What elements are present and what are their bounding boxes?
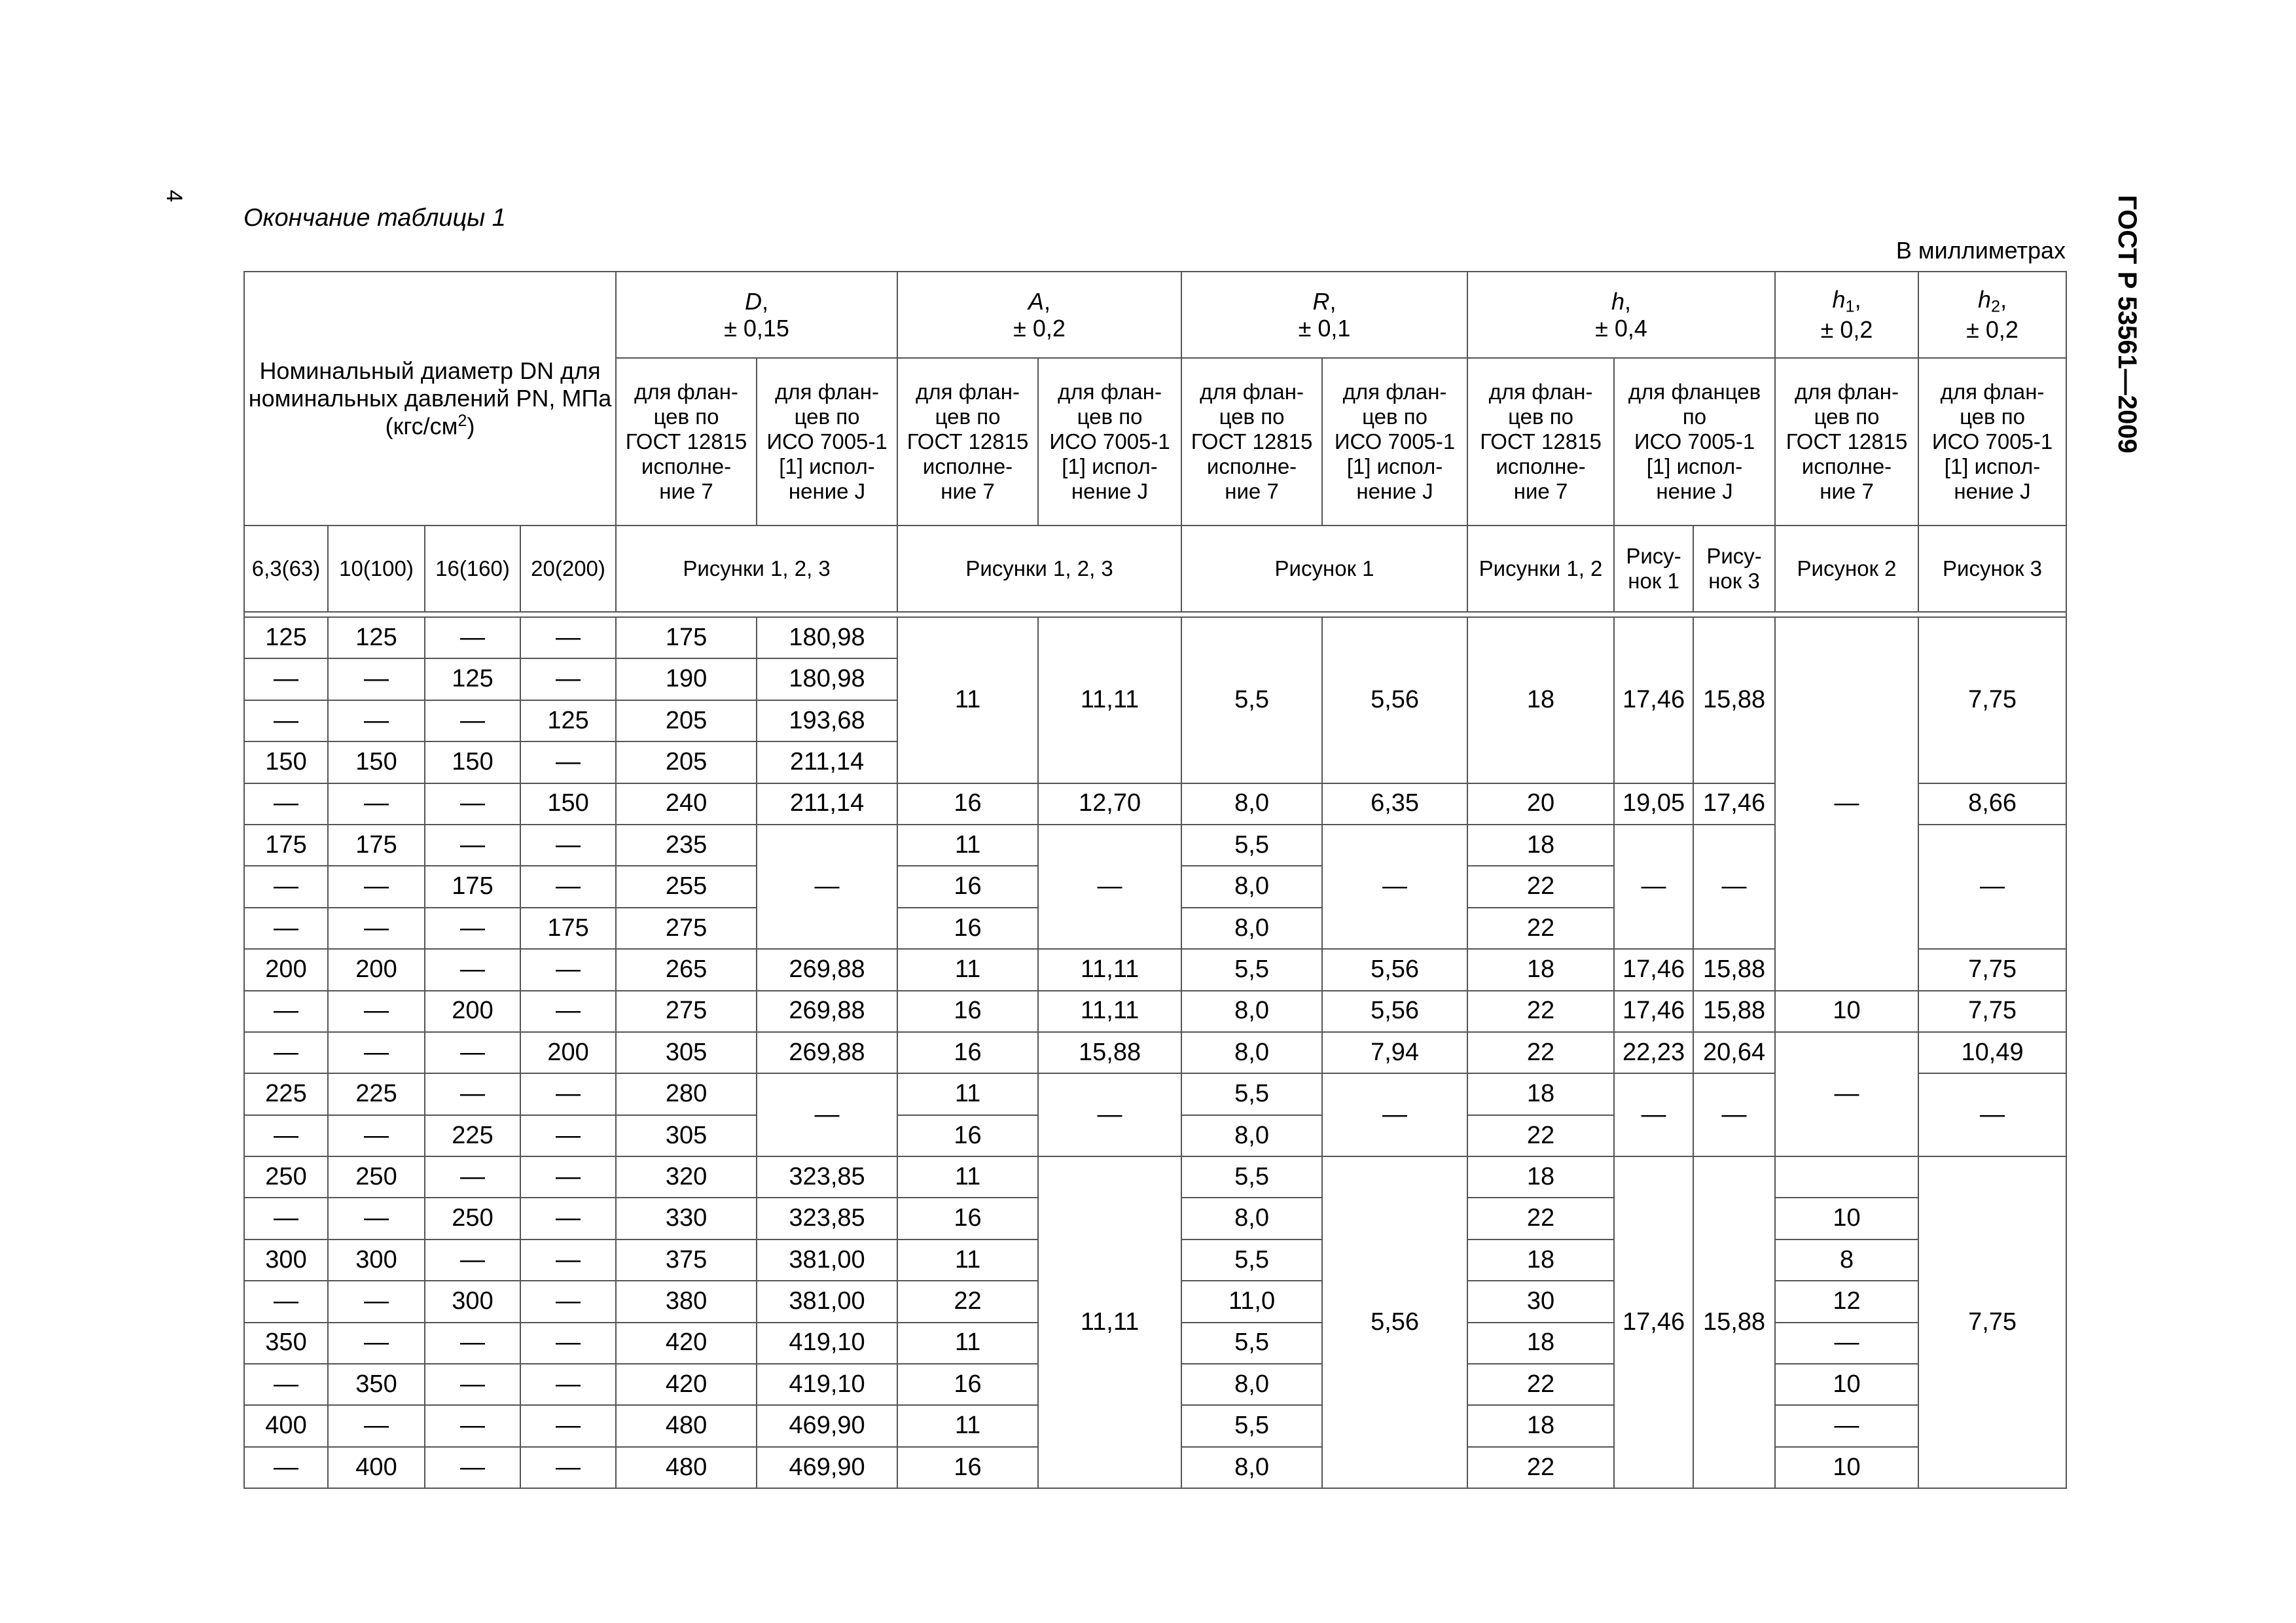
table-row bbox=[244, 617, 2066, 658]
h2-cell: 7,75 bbox=[1918, 617, 2066, 783]
r-gost-cell: 5,5 bbox=[1181, 1405, 1322, 1446]
h-iso-1-cell: — bbox=[1614, 825, 1693, 949]
dn-cell: 300 bbox=[425, 1281, 520, 1322]
figure-ref-r: Рисунок 1 bbox=[1181, 526, 1467, 612]
a-gost-cell: 11 bbox=[897, 1323, 1038, 1364]
dn-cell: 175 bbox=[520, 908, 616, 949]
dn-cell: — bbox=[244, 783, 328, 825]
h-iso-3-cell: 15,88 bbox=[1693, 1156, 1775, 1488]
a-gost-cell: 16 bbox=[897, 1198, 1038, 1239]
d-iso-cell: — bbox=[757, 1073, 897, 1156]
figure-ref-h-iso-3: Рису- нок 3 bbox=[1693, 526, 1775, 612]
dn-cell: — bbox=[520, 1323, 616, 1364]
h-gost-cell: 20 bbox=[1467, 783, 1614, 825]
d-gost-cell: 275 bbox=[616, 908, 757, 949]
a-gost-cell: 16 bbox=[897, 866, 1038, 907]
a-iso-cell: 11,11 bbox=[1038, 949, 1181, 990]
dn-cell: — bbox=[328, 783, 425, 825]
a-gost-cell: 22 bbox=[897, 1281, 1038, 1322]
dn-cell: — bbox=[244, 1115, 328, 1156]
h1-cell: 10 bbox=[1775, 991, 1918, 1032]
pressure-header: 20(200) bbox=[520, 526, 616, 612]
dn-cell: — bbox=[520, 1073, 616, 1115]
units-note: В миллиметрах bbox=[1895, 237, 2066, 264]
sub-header-h1-gost: для флан- цев по ГОСТ 12815 исполне- ние 7 bbox=[1775, 358, 1918, 526]
h-gost-cell: 18 bbox=[1467, 949, 1614, 990]
dn-cell: 150 bbox=[425, 741, 520, 783]
table-row bbox=[244, 1032, 2066, 1073]
h-gost-cell: 18 bbox=[1467, 1073, 1614, 1115]
h-iso-3-cell: 15,88 bbox=[1693, 949, 1775, 990]
dn-cell: — bbox=[425, 1032, 520, 1073]
dn-cell: — bbox=[425, 1073, 520, 1115]
sub-header-h-iso: для фланцев по ИСО 7005-1 [1] испол- нение J bbox=[1614, 358, 1775, 526]
a-gost-cell: 16 bbox=[897, 1447, 1038, 1488]
dn-cell: 200 bbox=[328, 949, 425, 990]
d-gost-cell: 280 bbox=[616, 1073, 757, 1115]
h1-cell: 10 bbox=[1775, 1198, 1918, 1239]
r-gost-cell: 8,0 bbox=[1181, 1115, 1322, 1156]
r-gost-cell: 5,5 bbox=[1181, 1240, 1322, 1281]
dn-cell: 200 bbox=[520, 1032, 616, 1073]
h-gost-cell: 22 bbox=[1467, 1032, 1614, 1073]
r-gost-cell: 5,5 bbox=[1181, 949, 1322, 990]
dn-cell: 125 bbox=[244, 617, 328, 658]
r-gost-cell: 5,5 bbox=[1181, 1156, 1322, 1198]
dn-cell: — bbox=[520, 617, 616, 658]
document-id: ГОСТ Р 53561—2009 bbox=[2113, 195, 2142, 454]
flange-dimensions-table bbox=[243, 271, 2067, 1489]
dn-cell: 225 bbox=[425, 1115, 520, 1156]
d-iso-cell: 323,85 bbox=[757, 1198, 897, 1239]
header-h1: $h_1$, ± 0,2 bbox=[1775, 272, 1918, 358]
dn-cell: — bbox=[520, 1281, 616, 1322]
dn-cell: 150 bbox=[328, 741, 425, 783]
dn-cell: — bbox=[244, 1364, 328, 1405]
d-gost-cell: 375 bbox=[616, 1240, 757, 1281]
d-gost-cell: 205 bbox=[616, 741, 757, 783]
h-gost-cell: 22 bbox=[1467, 908, 1614, 949]
h2-cell: 10,49 bbox=[1918, 1032, 2066, 1073]
figure-ref-a: Рисунки 1, 2, 3 bbox=[897, 526, 1181, 612]
r-gost-cell: 8,0 bbox=[1181, 991, 1322, 1032]
h-gost-cell: 18 bbox=[1467, 825, 1614, 866]
dn-cell: — bbox=[328, 1405, 425, 1446]
h-gost-cell: 22 bbox=[1467, 1447, 1614, 1488]
d-iso-cell: 381,00 bbox=[757, 1240, 897, 1281]
dn-cell: — bbox=[244, 1281, 328, 1322]
a-iso-cell: — bbox=[1038, 825, 1181, 949]
r-iso-cell: 5,56 bbox=[1322, 1156, 1467, 1488]
a-iso-cell: 15,88 bbox=[1038, 1032, 1181, 1073]
dn-cell: — bbox=[520, 658, 616, 700]
dn-cell: 250 bbox=[328, 1156, 425, 1198]
sub-header-d-gost: для флан- цев по ГОСТ 12815 исполне- ние 7 bbox=[616, 358, 757, 526]
r-iso-cell: 5,56 bbox=[1322, 991, 1467, 1032]
r-gost-cell: 8,0 bbox=[1181, 1447, 1322, 1488]
d-gost-cell: 205 bbox=[616, 700, 757, 741]
d-gost-cell: 420 bbox=[616, 1323, 757, 1364]
h-gost-cell: 22 bbox=[1467, 1198, 1614, 1239]
dn-cell: 200 bbox=[244, 949, 328, 990]
h-gost-cell: 22 bbox=[1467, 1115, 1614, 1156]
a-gost-cell: 11 bbox=[897, 1156, 1038, 1198]
d-iso-cell: 180,98 bbox=[757, 658, 897, 700]
figure-ref-h2: Рисунок 3 bbox=[1918, 526, 2066, 612]
h-gost-cell: 22 bbox=[1467, 1364, 1614, 1405]
d-gost-cell: 175 bbox=[616, 617, 757, 658]
table-caption: Окончание таблицы 1 bbox=[243, 204, 506, 232]
pressure-header: 16(160) bbox=[425, 526, 520, 612]
r-iso-cell: — bbox=[1322, 825, 1467, 949]
dn-cell: 350 bbox=[244, 1323, 328, 1364]
figure-ref-h1: Рисунок 2 bbox=[1775, 526, 1918, 612]
r-gost-cell: 8,0 bbox=[1181, 783, 1322, 825]
d-iso-cell: — bbox=[757, 825, 897, 949]
a-iso-cell: — bbox=[1038, 1073, 1181, 1156]
a-gost-cell: 11 bbox=[897, 825, 1038, 866]
h-gost-cell: 18 bbox=[1467, 1323, 1614, 1364]
dn-cell: 200 bbox=[425, 991, 520, 1032]
h1-cell bbox=[1775, 1156, 1918, 1198]
dn-cell: 400 bbox=[328, 1447, 425, 1488]
h2-cell: 7,75 bbox=[1918, 949, 2066, 990]
h-gost-cell: 30 bbox=[1467, 1281, 1614, 1322]
dn-cell: — bbox=[244, 908, 328, 949]
h-iso-1-cell: 17,46 bbox=[1614, 949, 1693, 990]
dn-cell: — bbox=[328, 1323, 425, 1364]
dn-cell: 400 bbox=[244, 1405, 328, 1446]
r-gost-cell: 5,5 bbox=[1181, 825, 1322, 866]
dn-cell: — bbox=[425, 825, 520, 866]
dn-cell: 175 bbox=[244, 825, 328, 866]
h-iso-3-cell: 15,88 bbox=[1693, 617, 1775, 783]
d-iso-cell: 211,14 bbox=[757, 741, 897, 783]
header-r: R, ± 0,1 bbox=[1181, 272, 1467, 358]
r-gost-cell: 8,0 bbox=[1181, 1198, 1322, 1239]
header-separator bbox=[244, 612, 2066, 617]
d-gost-cell: 420 bbox=[616, 1364, 757, 1405]
dn-cell: — bbox=[328, 908, 425, 949]
d-gost-cell: 305 bbox=[616, 1032, 757, 1073]
dn-cell: — bbox=[520, 949, 616, 990]
dn-cell: — bbox=[328, 991, 425, 1032]
dn-cell: 150 bbox=[520, 783, 616, 825]
dn-cell: — bbox=[520, 1364, 616, 1405]
d-iso-cell: 269,88 bbox=[757, 1032, 897, 1073]
d-gost-cell: 330 bbox=[616, 1198, 757, 1239]
a-gost-cell: 11 bbox=[897, 1240, 1038, 1281]
r-gost-cell: 8,0 bbox=[1181, 1032, 1322, 1073]
pressure-header: 10(100) bbox=[328, 526, 425, 612]
d-gost-cell: 480 bbox=[616, 1405, 757, 1446]
dn-cell: — bbox=[520, 991, 616, 1032]
r-iso-cell: 5,56 bbox=[1322, 617, 1467, 783]
h1-cell: — bbox=[1775, 617, 1918, 991]
h-gost-cell: 18 bbox=[1467, 1156, 1614, 1198]
dn-header bbox=[244, 272, 616, 526]
figure-ref-h: Рисунки 1, 2 bbox=[1467, 526, 1614, 612]
sub-header-h2-iso: для флан- цев по ИСО 7005-1 [1] испол- нение J bbox=[1918, 358, 2066, 526]
h1-cell: 10 bbox=[1775, 1447, 1918, 1488]
dn-cell: — bbox=[328, 700, 425, 741]
d-iso-cell: 269,88 bbox=[757, 949, 897, 990]
dn-cell: 175 bbox=[328, 825, 425, 866]
d-iso-cell: 211,14 bbox=[757, 783, 897, 825]
r-gost-cell: 5,5 bbox=[1181, 1323, 1322, 1364]
r-iso-cell: 5,56 bbox=[1322, 949, 1467, 990]
r-gost-cell: 11,0 bbox=[1181, 1281, 1322, 1322]
a-iso-cell: 11,11 bbox=[1038, 1156, 1181, 1488]
dn-cell: 225 bbox=[328, 1073, 425, 1115]
dn-cell: — bbox=[425, 783, 520, 825]
r-iso-cell: 7,94 bbox=[1322, 1032, 1467, 1073]
h-gost-cell: 18 bbox=[1467, 1240, 1614, 1281]
h-iso-3-cell: 20,64 bbox=[1693, 1032, 1775, 1073]
dn-cell: 175 bbox=[425, 866, 520, 907]
dn-cell: 125 bbox=[328, 617, 425, 658]
h-iso-3-cell: — bbox=[1693, 1073, 1775, 1156]
dn-cell: — bbox=[425, 1240, 520, 1281]
dn-cell: — bbox=[425, 1405, 520, 1446]
h-iso-3-cell: — bbox=[1693, 825, 1775, 949]
h2-cell: — bbox=[1918, 825, 2066, 949]
dn-cell: — bbox=[328, 1032, 425, 1073]
dn-cell: — bbox=[244, 658, 328, 700]
dn-cell: — bbox=[425, 700, 520, 741]
header-h2: $h_2$, ± 0,2 bbox=[1918, 272, 2066, 358]
h1-cell: — bbox=[1775, 1032, 1918, 1156]
d-iso-cell: 469,90 bbox=[757, 1405, 897, 1446]
h2-cell: 7,75 bbox=[1918, 991, 2066, 1032]
header-a: A, ± 0,2 bbox=[897, 272, 1181, 358]
sub-header-h-gost: для флан- цев по ГОСТ 12815 исполне- ние 7 bbox=[1467, 358, 1614, 526]
pressure-header: 6,3(63) bbox=[244, 526, 328, 612]
a-gost-cell: 16 bbox=[897, 908, 1038, 949]
h2-cell: — bbox=[1918, 1073, 2066, 1156]
table-row bbox=[244, 1156, 2066, 1198]
d-gost-cell: 255 bbox=[616, 866, 757, 907]
header-d: D, ± 0,15 bbox=[616, 272, 897, 358]
a-iso-cell: 11,11 bbox=[1038, 991, 1181, 1032]
header-h: h, ± 0,4 bbox=[1467, 272, 1775, 358]
d-iso-cell: 193,68 bbox=[757, 700, 897, 741]
d-gost-cell: 190 bbox=[616, 658, 757, 700]
h1-cell: — bbox=[1775, 1405, 1918, 1446]
figure-ref-d: Рисунки 1, 2, 3 bbox=[616, 526, 897, 612]
dn-cell: — bbox=[425, 908, 520, 949]
a-gost-cell: 11 bbox=[897, 949, 1038, 990]
h1-cell: — bbox=[1775, 1323, 1918, 1364]
a-gost-cell: 16 bbox=[897, 783, 1038, 825]
dn-cell: 250 bbox=[425, 1198, 520, 1239]
dn-cell: — bbox=[328, 866, 425, 907]
dn-cell: — bbox=[425, 949, 520, 990]
sub-header-a-gost: для флан- цев по ГОСТ 12815 исполне- ние 7 bbox=[897, 358, 1038, 526]
dn-header-sup: 2 bbox=[457, 411, 467, 430]
d-iso-cell: 269,88 bbox=[757, 991, 897, 1032]
r-gost-cell: 5,5 bbox=[1181, 1073, 1322, 1115]
figure-ref-h-iso-1: Рису- нок 1 bbox=[1614, 526, 1693, 612]
a-gost-cell: 11 bbox=[897, 1073, 1038, 1115]
sub-header-r-iso: для флан- цев по ИСО 7005-1 [1] испол- нение J bbox=[1322, 358, 1467, 526]
d-gost-cell: 480 bbox=[616, 1447, 757, 1488]
sub-header-d-iso: для флан- цев по ИСО 7005-1 [1] испол- нение J bbox=[757, 358, 897, 526]
h-iso-1-cell: 17,46 bbox=[1614, 1156, 1693, 1488]
d-gost-cell: 275 bbox=[616, 991, 757, 1032]
dn-cell: — bbox=[244, 991, 328, 1032]
d-iso-cell: 419,10 bbox=[757, 1364, 897, 1405]
h1-cell: 12 bbox=[1775, 1281, 1918, 1322]
dn-cell: 150 bbox=[244, 741, 328, 783]
dn-cell: — bbox=[425, 617, 520, 658]
dn-cell: — bbox=[244, 700, 328, 741]
r-gost-cell: 8,0 bbox=[1181, 908, 1322, 949]
h2-cell: 8,66 bbox=[1918, 783, 2066, 825]
a-iso-cell: 11,11 bbox=[1038, 617, 1181, 783]
dn-cell: — bbox=[328, 1198, 425, 1239]
r-gost-cell: 8,0 bbox=[1181, 866, 1322, 907]
dn-cell: 300 bbox=[244, 1240, 328, 1281]
h-iso-1-cell: — bbox=[1614, 1073, 1693, 1156]
h1-cell: 8 bbox=[1775, 1240, 1918, 1281]
dn-cell: — bbox=[520, 866, 616, 907]
dn-cell: — bbox=[425, 1323, 520, 1364]
dn-header-text: Номинальный диаметр DN для номинальных давлений PN, МПа (кгс/см bbox=[248, 357, 612, 440]
d-iso-cell: 469,90 bbox=[757, 1447, 897, 1488]
dn-cell: 225 bbox=[244, 1073, 328, 1115]
dn-cell: 125 bbox=[520, 700, 616, 741]
sub-header-a-iso: для флан- цев по ИСО 7005-1 [1] испол- нение J bbox=[1038, 358, 1181, 526]
a-gost-cell: 11 bbox=[897, 617, 1038, 783]
dn-cell: — bbox=[520, 1405, 616, 1446]
dn-cell: — bbox=[328, 1281, 425, 1322]
h2-cell: 7,75 bbox=[1918, 1156, 2066, 1488]
d-gost-cell: 380 bbox=[616, 1281, 757, 1322]
sub-header-r-gost: для флан- цев по ГОСТ 12815 исполне- ние 7 bbox=[1181, 358, 1322, 526]
h1-cell: 10 bbox=[1775, 1364, 1918, 1405]
h-iso-1-cell: 17,46 bbox=[1614, 991, 1693, 1032]
dn-cell: — bbox=[425, 1447, 520, 1488]
a-gost-cell: 16 bbox=[897, 1032, 1038, 1073]
d-gost-cell: 240 bbox=[616, 783, 757, 825]
h-iso-1-cell: 19,05 bbox=[1614, 783, 1693, 825]
dn-cell: — bbox=[244, 1198, 328, 1239]
dn-cell: — bbox=[520, 1115, 616, 1156]
d-iso-cell: 323,85 bbox=[757, 1156, 897, 1198]
r-gost-cell: 8,0 bbox=[1181, 1364, 1322, 1405]
d-iso-cell: 381,00 bbox=[757, 1281, 897, 1322]
h-iso-1-cell: 17,46 bbox=[1614, 617, 1693, 783]
h-gost-cell: 22 bbox=[1467, 866, 1614, 907]
h-gost-cell: 18 bbox=[1467, 617, 1614, 783]
dn-cell: — bbox=[425, 1364, 520, 1405]
d-iso-cell: 180,98 bbox=[757, 617, 897, 658]
h-gost-cell: 22 bbox=[1467, 991, 1614, 1032]
a-gost-cell: 16 bbox=[897, 1364, 1038, 1405]
dn-cell: — bbox=[244, 866, 328, 907]
dn-cell: — bbox=[520, 1156, 616, 1198]
dn-cell: — bbox=[520, 1240, 616, 1281]
a-iso-cell: 12,70 bbox=[1038, 783, 1181, 825]
d-gost-cell: 305 bbox=[616, 1115, 757, 1156]
dn-cell: — bbox=[328, 1115, 425, 1156]
h-iso-1-cell: 22,23 bbox=[1614, 1032, 1693, 1073]
dn-cell: — bbox=[520, 741, 616, 783]
dn-cell: — bbox=[328, 658, 425, 700]
page-number: 4 bbox=[162, 190, 187, 202]
h-iso-3-cell: 17,46 bbox=[1693, 783, 1775, 825]
dn-cell: 350 bbox=[328, 1364, 425, 1405]
table-row bbox=[244, 991, 2066, 1032]
r-iso-cell: — bbox=[1322, 1073, 1467, 1156]
r-gost-cell: 5,5 bbox=[1181, 617, 1322, 783]
dn-cell: — bbox=[520, 1198, 616, 1239]
dn-cell: — bbox=[244, 1447, 328, 1488]
dn-cell: — bbox=[520, 1447, 616, 1488]
dn-header-end: ) bbox=[467, 412, 475, 440]
a-gost-cell: 11 bbox=[897, 1405, 1038, 1446]
a-gost-cell: 16 bbox=[897, 1115, 1038, 1156]
a-gost-cell: 16 bbox=[897, 991, 1038, 1032]
d-iso-cell: 419,10 bbox=[757, 1323, 897, 1364]
dn-cell: — bbox=[425, 1156, 520, 1198]
h-iso-3-cell: 15,88 bbox=[1693, 991, 1775, 1032]
r-iso-cell: 6,35 bbox=[1322, 783, 1467, 825]
h-gost-cell: 18 bbox=[1467, 1405, 1614, 1446]
dn-cell: 250 bbox=[244, 1156, 328, 1198]
d-gost-cell: 320 bbox=[616, 1156, 757, 1198]
d-gost-cell: 265 bbox=[616, 949, 757, 990]
dn-cell: 300 bbox=[328, 1240, 425, 1281]
dn-cell: — bbox=[520, 825, 616, 866]
dn-cell: 125 bbox=[425, 658, 520, 700]
dn-cell: — bbox=[244, 1032, 328, 1073]
d-gost-cell: 235 bbox=[616, 825, 757, 866]
